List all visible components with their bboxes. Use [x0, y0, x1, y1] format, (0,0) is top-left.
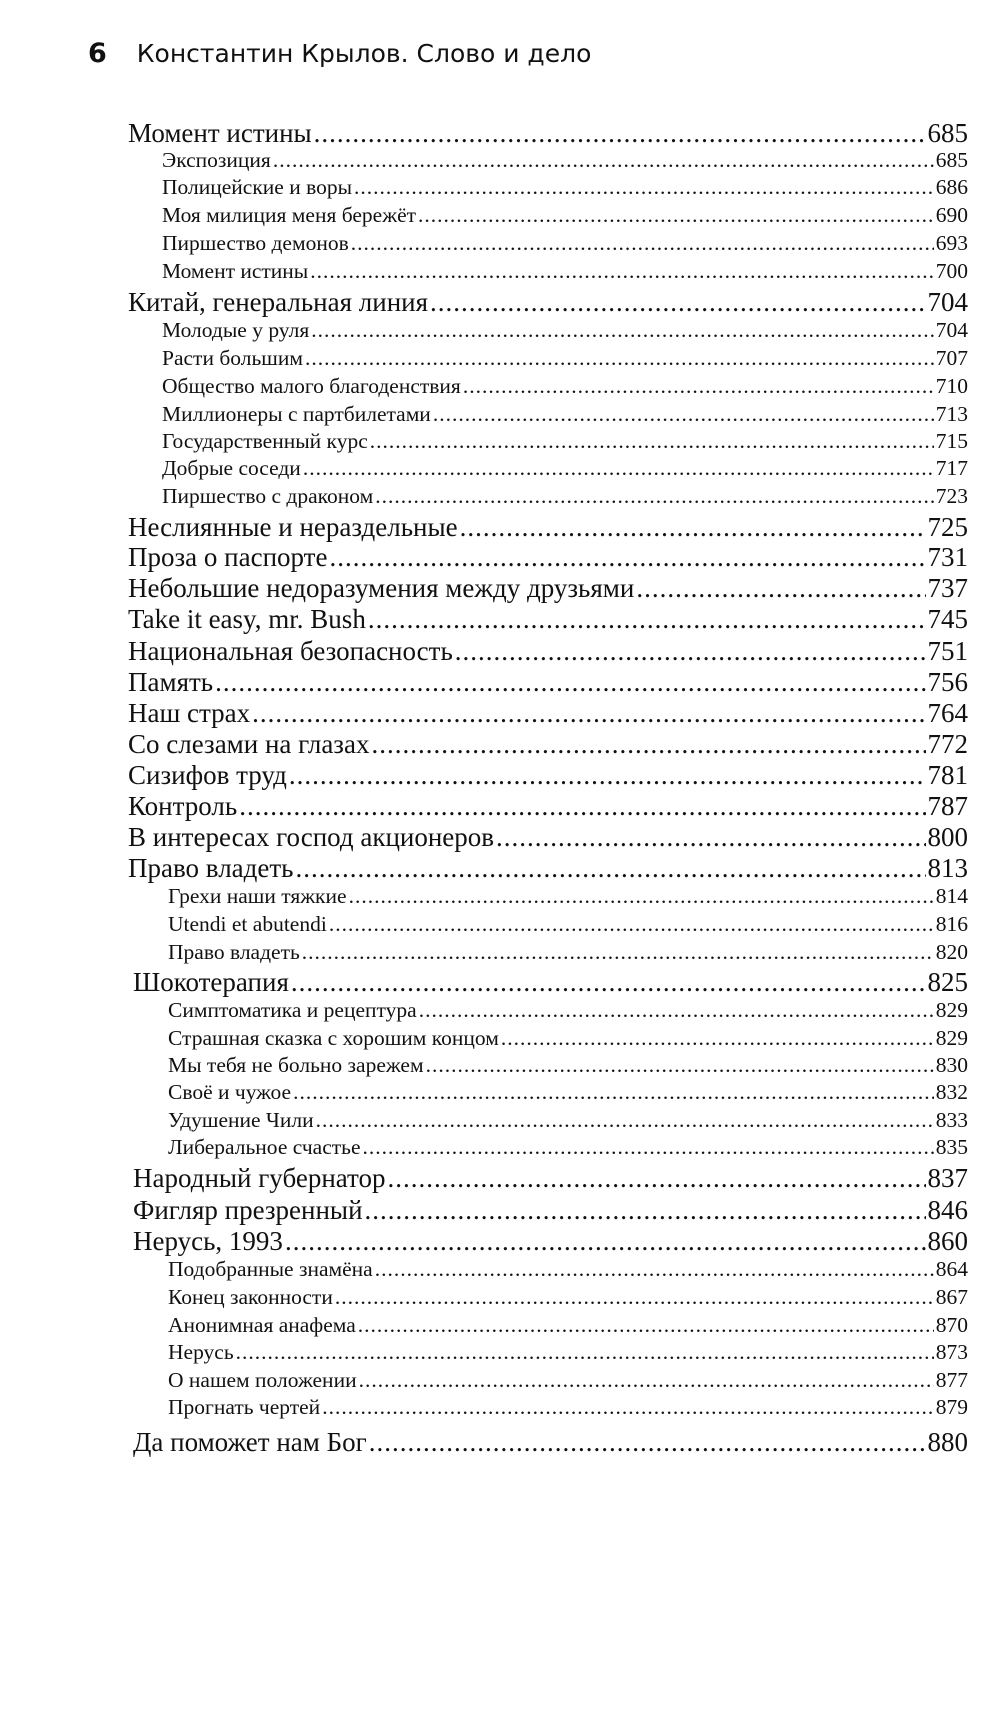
dot-leader	[303, 456, 934, 481]
dot-leader	[363, 1135, 934, 1160]
toc-page-number: 704	[935, 318, 968, 342]
toc-title: Народный губернатор	[133, 1163, 386, 1193]
toc-page-number: 867	[935, 1285, 968, 1309]
toc-page-number: 846	[927, 1195, 968, 1225]
dot-leader	[236, 1340, 934, 1365]
toc-section	[162, 175, 968, 200]
dot-leader	[285, 1226, 926, 1257]
toc-section	[162, 484, 968, 509]
toc-chapter	[128, 698, 968, 729]
toc-page-number: 829	[935, 1026, 968, 1050]
toc-chapter	[133, 1427, 968, 1458]
toc-title: Китай, генеральная линия	[128, 287, 429, 317]
toc-section	[168, 1080, 968, 1105]
dot-leader	[329, 912, 934, 937]
dot-leader	[349, 884, 934, 909]
toc-page-number: 820	[935, 940, 968, 964]
toc-page-number: 704	[927, 287, 968, 317]
toc-chapter	[133, 1226, 968, 1257]
toc-section	[162, 374, 968, 399]
toc-section	[168, 1313, 968, 1338]
toc-page-number: 723	[935, 484, 968, 508]
toc-title: Take it easy, mr. Bush	[128, 604, 366, 634]
toc-section	[168, 1135, 968, 1160]
toc-section	[168, 1340, 968, 1365]
dot-leader	[295, 853, 925, 884]
dot-leader	[311, 318, 934, 343]
toc-page-number: 787	[927, 791, 968, 821]
dot-leader	[291, 967, 926, 998]
toc-section	[162, 148, 968, 173]
toc-page-number: 685	[935, 148, 968, 172]
toc-title: Нерусь	[168, 1340, 234, 1364]
toc-chapter	[133, 1195, 968, 1226]
toc-page-number: 745	[927, 604, 968, 634]
toc-section	[168, 1395, 968, 1420]
toc-page-number: 835	[935, 1135, 968, 1159]
dot-leader	[368, 604, 926, 635]
toc-page-number: 877	[935, 1368, 968, 1392]
dot-leader	[273, 148, 934, 173]
toc-title: Страшная сказка с хорошим концом	[168, 1026, 499, 1050]
toc-chapter	[128, 118, 968, 149]
toc-section	[162, 203, 968, 228]
toc-chapter	[128, 822, 968, 853]
toc-section	[162, 456, 968, 481]
toc-chapter	[128, 636, 968, 667]
toc-title: Момент истины	[162, 259, 309, 283]
toc-section	[168, 1257, 968, 1282]
toc-page-number: 710	[935, 374, 968, 398]
toc-title: Право владеть	[168, 940, 300, 964]
toc-title: Государственный курс	[162, 429, 368, 453]
toc-title: Момент истины	[128, 118, 312, 148]
toc-title: Анонимная анафема	[168, 1313, 356, 1337]
toc-section	[162, 429, 968, 454]
toc-page-number: 713	[935, 402, 968, 426]
toc-section	[168, 1368, 968, 1393]
toc-title: Национальная безопасность	[128, 636, 453, 666]
dot-leader	[370, 429, 934, 454]
dot-leader	[293, 1080, 934, 1105]
toc-section	[168, 1285, 968, 1310]
toc-title: Экспозиция	[162, 148, 271, 172]
toc-page-number: 825	[927, 967, 968, 997]
toc-page-number: 731	[927, 542, 968, 572]
page-number: 6	[88, 38, 107, 69]
dot-leader	[358, 1313, 934, 1338]
toc-section	[168, 884, 968, 909]
toc-chapter	[128, 760, 968, 791]
toc-section	[168, 940, 968, 965]
toc-page-number: 772	[927, 729, 968, 759]
toc-page-number: 860	[927, 1226, 968, 1256]
toc-section	[168, 1053, 968, 1078]
dot-leader	[359, 1368, 934, 1393]
toc-title: Право владеть	[128, 853, 294, 883]
toc-page-number: 737	[927, 573, 968, 603]
toc-title: Конец законности	[168, 1285, 333, 1309]
toc-page-number: 686	[935, 175, 968, 199]
dot-leader	[252, 698, 925, 729]
toc-section	[168, 912, 968, 937]
toc-page-number: 873	[935, 1340, 968, 1364]
toc-page-number: 781	[927, 760, 968, 790]
dot-leader	[314, 118, 926, 149]
toc-title: Неслиянные и нераздельные	[128, 512, 458, 542]
toc-title: Со слезами на глазах	[128, 729, 370, 759]
toc-chapter	[128, 853, 968, 884]
dot-leader	[463, 374, 934, 399]
dot-leader	[369, 1427, 926, 1458]
dot-leader	[430, 287, 925, 318]
toc-page-number: 715	[935, 429, 968, 453]
dot-leader	[419, 998, 934, 1023]
dot-leader	[289, 760, 926, 791]
toc-title: О нашем положении	[168, 1368, 357, 1392]
dot-leader	[426, 1053, 934, 1078]
toc-page-number: 880	[927, 1427, 968, 1457]
toc-title: Контроль	[128, 791, 238, 821]
dot-leader	[302, 940, 934, 965]
dot-leader	[310, 259, 934, 284]
toc-title: Да поможет нам Бог	[133, 1427, 367, 1457]
toc-title: Добрые соседи	[162, 456, 301, 480]
toc-page-number: 830	[935, 1053, 968, 1077]
dot-leader	[239, 791, 925, 822]
toc-page-number: 690	[935, 203, 968, 227]
dot-leader	[496, 822, 925, 853]
toc-page-number: 707	[935, 346, 968, 370]
dot-leader	[351, 231, 934, 256]
dot-leader	[354, 175, 934, 200]
toc-page-number: 814	[935, 884, 968, 908]
toc-title: Небольшие недоразумения между друзьями	[128, 573, 635, 603]
toc-title: Подобранные знамёна	[168, 1257, 373, 1281]
toc-section	[162, 318, 968, 343]
toc-chapter	[133, 967, 968, 998]
toc-section	[168, 1026, 968, 1051]
toc-section	[162, 231, 968, 256]
toc-page-number: 685	[927, 118, 968, 148]
toc-chapter	[128, 791, 968, 822]
toc-title: Utendi et abutendi	[168, 912, 327, 936]
dot-leader	[636, 573, 925, 604]
toc-title: Молодые у руля	[162, 318, 310, 342]
toc-page-number: 832	[935, 1080, 968, 1104]
toc-title: Прогнать чертей	[168, 1395, 321, 1419]
toc-section	[162, 402, 968, 427]
running-head	[88, 38, 591, 69]
toc-chapter	[128, 512, 968, 543]
toc-title: Нерусь, 1993	[133, 1226, 283, 1256]
toc-title: Либеральное счастье	[168, 1135, 361, 1159]
toc-title: Проза о паспорте	[128, 542, 328, 572]
dot-leader	[335, 1285, 934, 1310]
toc-title: Полицейские и воры	[162, 175, 353, 199]
toc-title: Моя милиция меня бережёт	[162, 203, 417, 227]
toc-page-number: 813	[927, 853, 968, 883]
toc-title: Миллионеры с партбилетами	[162, 402, 431, 426]
toc-title: В интересах господ акционеров	[128, 822, 495, 852]
toc-title: Пиршество демонов	[162, 231, 349, 255]
toc-page-number: 879	[935, 1395, 968, 1419]
toc-title: Своё и чужое	[168, 1080, 292, 1104]
toc-section	[168, 1108, 968, 1133]
toc-chapter	[128, 667, 968, 698]
toc-title: Наш страх	[128, 698, 251, 728]
dot-leader	[329, 542, 925, 573]
dot-leader	[322, 1395, 934, 1420]
toc-title: Фигляр презренный	[133, 1195, 363, 1225]
toc-page-number: 800	[927, 822, 968, 852]
dot-leader	[433, 402, 934, 427]
toc-title: Общество малого благоденствия	[162, 374, 461, 398]
toc-title: Мы тебя не больно зарежем	[168, 1053, 424, 1077]
toc-chapter	[128, 604, 968, 635]
toc-page-number: 870	[935, 1313, 968, 1337]
dot-leader	[316, 1108, 934, 1133]
toc-chapter	[133, 1163, 968, 1194]
book-title: Константин Крылов. Слово и дело	[136, 39, 592, 68]
toc-section	[162, 259, 968, 284]
toc-chapter	[128, 287, 968, 318]
toc-chapter	[128, 729, 968, 760]
toc-page-number: 725	[927, 512, 968, 542]
toc-page-number: 837	[927, 1163, 968, 1193]
toc-title: Удушение Чили	[168, 1108, 314, 1132]
toc-page-number: 764	[927, 698, 968, 728]
dot-leader	[455, 636, 926, 667]
dot-leader	[501, 1026, 934, 1051]
toc-page-number: 751	[927, 636, 968, 666]
toc-title: Сизифов труд	[128, 760, 287, 790]
toc-page-number: 693	[935, 231, 968, 255]
dot-leader	[365, 1195, 926, 1226]
toc-page-number: 816	[935, 912, 968, 936]
dot-leader	[388, 1163, 926, 1194]
toc-title: Грехи наши тяжкие	[168, 884, 347, 908]
toc-section	[168, 998, 968, 1023]
toc-chapter	[128, 573, 968, 604]
toc-page-number: 717	[935, 456, 968, 480]
toc-page-number: 756	[927, 667, 968, 697]
toc-title: Симптоматика и рецептура	[168, 998, 417, 1022]
toc-section	[162, 346, 968, 371]
dot-leader	[418, 203, 934, 228]
dot-leader	[375, 1257, 934, 1282]
toc-page-number: 700	[935, 259, 968, 283]
dot-leader	[460, 512, 926, 543]
toc-title: Шокотерапия	[133, 967, 289, 997]
dot-leader	[375, 484, 934, 509]
toc-page-number: 864	[935, 1257, 968, 1281]
toc-chapter	[128, 542, 968, 573]
toc-title: Пиршество с драконом	[162, 484, 374, 508]
toc-title: Память	[128, 667, 214, 697]
toc-title: Расти большим	[162, 346, 303, 370]
toc-page-number: 829	[935, 998, 968, 1022]
toc-page-number: 833	[935, 1108, 968, 1132]
dot-leader	[305, 346, 934, 371]
dot-leader	[371, 729, 925, 760]
dot-leader	[215, 667, 925, 698]
